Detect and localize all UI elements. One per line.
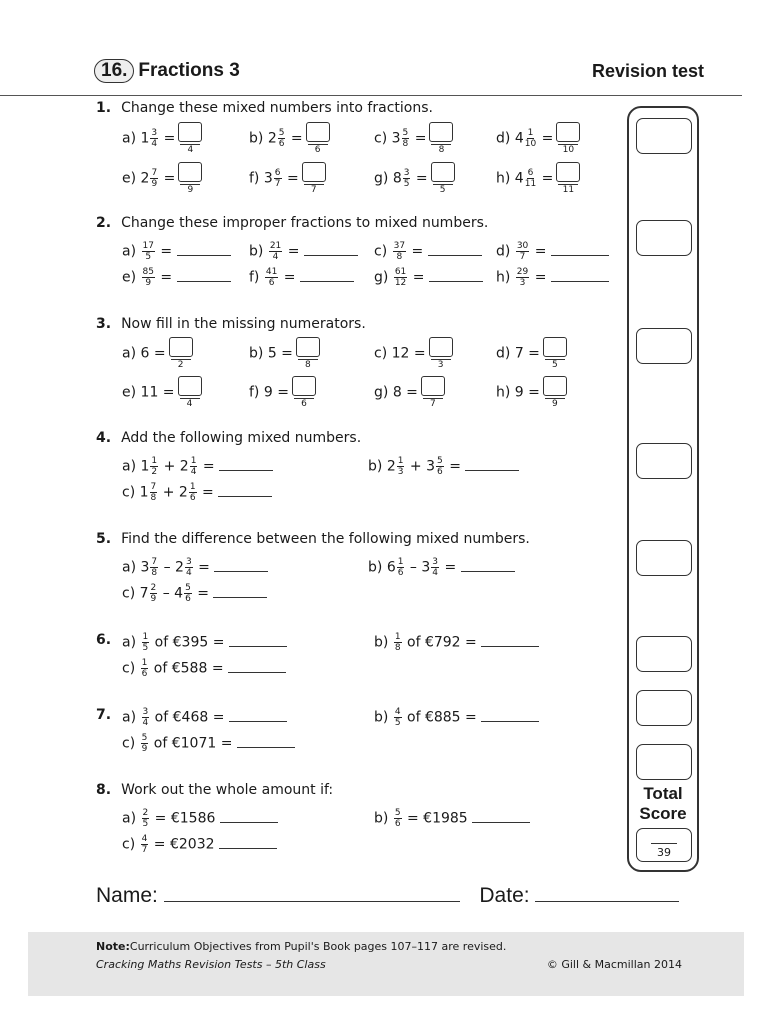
question-item: f) $\frac{41}{6}$ =	[249, 267, 354, 288]
item-label: a)	[122, 345, 141, 362]
denominator: 3	[519, 278, 526, 288]
numerator: 5	[141, 733, 148, 743]
question-item: a) $\frac{2}{5}$ = €1586	[122, 808, 278, 829]
denominator: 2	[151, 467, 158, 477]
question-item: e) 2 $\frac{7}{9}$ = 9	[122, 162, 202, 195]
denominator: 8	[394, 643, 401, 653]
item-label: b)	[368, 559, 387, 576]
answer-square[interactable]	[543, 337, 567, 357]
fraction	[393, 241, 406, 262]
fraction	[394, 632, 402, 653]
numerator: 5	[394, 808, 401, 818]
item-label: b)	[249, 345, 268, 362]
answer-denominator: 9	[545, 398, 565, 409]
answer-line[interactable]	[237, 736, 295, 748]
question-8-heading: 8. Work out the whole amount if:	[96, 782, 334, 798]
fraction	[150, 456, 158, 477]
fraction	[150, 128, 158, 149]
item-label: e)	[122, 170, 141, 187]
score-box-3[interactable]	[636, 328, 692, 364]
answer-denominator: 5	[545, 359, 565, 370]
denominator: 8	[396, 252, 403, 262]
denominator: 7	[141, 845, 148, 855]
topic-number: 16.	[94, 59, 134, 83]
question-1-heading: 1. Change these mixed numbers into fractions.	[96, 100, 433, 116]
fraction	[142, 707, 150, 728]
fraction	[142, 267, 155, 288]
numerator: 1	[527, 128, 534, 138]
question-item: b) 5 = 8	[249, 337, 320, 370]
numerator: 1	[189, 482, 196, 492]
question-item: b) $\frac{21}{4}$ =	[249, 241, 358, 262]
question-item: h) $\frac{29}{3}$ =	[496, 267, 609, 288]
fraction	[516, 241, 529, 262]
denominator: 9	[141, 744, 148, 754]
date-field[interactable]	[535, 880, 679, 902]
question-item: b) 2 $\frac{1}{3}$ + 3 $\frac{5}{6}$ =	[368, 456, 519, 477]
question-3-heading: 3. Now fill in the missing numerators.	[96, 316, 366, 332]
fraction	[274, 168, 282, 189]
item-label: g)	[374, 384, 393, 401]
answer-box[interactable]	[556, 162, 580, 195]
denominator: 9	[145, 278, 152, 288]
question-4-heading: 4. Add the following mixed numbers.	[96, 430, 362, 446]
numerator: 3	[151, 128, 158, 138]
question-item: f) 3 $\frac{6}{7}$ = 7	[249, 162, 326, 195]
answer-line[interactable]	[304, 244, 358, 256]
denominator: 12	[394, 278, 407, 288]
item-label: c)	[122, 836, 140, 853]
answer-line[interactable]	[219, 459, 273, 471]
fraction	[525, 168, 536, 189]
answer-square[interactable]	[178, 376, 202, 396]
numerator: 4	[394, 707, 401, 717]
fraction	[436, 456, 444, 477]
item-label: c)	[122, 484, 140, 501]
denominator: 10	[524, 139, 537, 149]
answer-line[interactable]	[228, 661, 286, 673]
answer-square[interactable]	[292, 376, 316, 396]
fraction	[397, 456, 405, 477]
footer-note: Note:Curriculum Objectives from Pupil's Book pages 107–117 are revised.	[96, 940, 507, 953]
item-label: b)	[249, 130, 268, 147]
item-label: b)	[374, 810, 393, 827]
question-item: a) $\frac{17}{5}$ =	[122, 241, 231, 262]
answer-line[interactable]	[429, 270, 483, 282]
item-label: a)	[122, 634, 141, 651]
answer-denominator: 5	[433, 184, 453, 195]
answer-square[interactable]	[178, 162, 202, 182]
item-label: b)	[368, 458, 387, 475]
question-item: d) 7 = 5	[496, 337, 567, 370]
footer-copyright: © Gill & Macmillan 2014	[546, 958, 682, 971]
fraction	[150, 168, 158, 189]
numerator: 21	[269, 241, 282, 251]
revision-test-label: Revision test	[591, 61, 704, 81]
fraction	[150, 482, 158, 503]
numerator: 1	[190, 456, 197, 466]
numerator: 3	[185, 557, 192, 567]
item-label: b)	[249, 243, 268, 260]
denominator: 4	[190, 467, 197, 477]
answer-line[interactable]	[481, 710, 539, 722]
question-item: c) 12 = 3	[374, 337, 453, 370]
item-label: d)	[496, 243, 515, 260]
item-label: c)	[374, 130, 392, 147]
numerator: 3	[432, 557, 439, 567]
answer-square[interactable]	[431, 162, 455, 182]
question-item: g) $\frac{61}{12}$ =	[374, 267, 483, 288]
question-item: h) 9 = 9	[496, 376, 567, 409]
answer-square[interactable]	[556, 122, 580, 142]
question-item: e) 11 = 4	[122, 376, 202, 409]
answer-line[interactable]	[472, 811, 530, 823]
answer-line[interactable]	[481, 635, 539, 647]
item-label: a)	[122, 559, 141, 576]
fraction	[431, 557, 439, 578]
numerator: 1	[397, 557, 404, 567]
answer-box[interactable]	[169, 337, 193, 370]
answer-square[interactable]	[306, 122, 330, 142]
question-item: c) $\frac{37}{8}$ =	[374, 241, 482, 262]
name-field[interactable]	[164, 880, 460, 902]
question-item: a) 6 = 2	[122, 337, 193, 370]
answer-box[interactable]	[292, 376, 316, 409]
answer-box[interactable]	[178, 122, 202, 155]
answer-line[interactable]	[300, 270, 354, 282]
fraction	[185, 557, 193, 578]
denominator: 8	[402, 139, 409, 149]
answer-line[interactable]	[229, 635, 287, 647]
denominator: 7	[519, 252, 526, 262]
fraction	[397, 557, 405, 578]
numerator: 17	[142, 241, 154, 251]
denominator: 9	[151, 179, 158, 189]
name-date-row	[96, 880, 679, 908]
answer-square[interactable]	[556, 162, 580, 182]
answer-square[interactable]	[543, 376, 567, 396]
denominator: 4	[142, 718, 149, 728]
denominator: 6	[437, 467, 443, 477]
denominator: 6	[397, 568, 404, 578]
answer-square[interactable]	[302, 162, 326, 182]
fraction	[394, 707, 402, 728]
score-box-2[interactable]	[636, 220, 692, 256]
fraction	[141, 834, 149, 855]
answer-line[interactable]	[218, 485, 272, 497]
numerator: 4	[141, 834, 148, 844]
numerator: 5	[402, 128, 409, 138]
question-item: d) 4 $\frac{1}{10}$ = 10	[496, 122, 580, 155]
denominator: 8	[150, 493, 157, 503]
answer-denominator: 11	[558, 184, 578, 195]
footer-series: Cracking Maths Revision Tests – 5th Class	[96, 958, 326, 971]
answer-line[interactable]	[551, 270, 609, 282]
numerator: 1	[394, 632, 401, 642]
numerator: 1	[397, 456, 404, 466]
question-item: c) 3 $\frac{5}{8}$ = 8	[374, 122, 453, 155]
fraction	[516, 267, 529, 288]
fraction	[394, 267, 407, 288]
question-item: g) 8 $\frac{3}{5}$ = 5	[374, 162, 455, 195]
question-item: c) $\frac{4}{7}$ = €2032	[122, 834, 277, 855]
date-label: Date:	[479, 884, 530, 907]
fraction	[184, 583, 192, 604]
item-label: h)	[496, 269, 515, 286]
numerator: 61	[394, 267, 407, 277]
score-box-8[interactable]	[636, 744, 692, 780]
answer-box[interactable]	[421, 376, 445, 409]
answer-line[interactable]	[177, 244, 231, 256]
topic-title	[94, 59, 240, 83]
score-box-7[interactable]	[636, 690, 692, 726]
fraction	[403, 168, 411, 189]
fraction	[150, 557, 158, 578]
answer-denominator: 4	[180, 398, 200, 409]
fraction	[141, 733, 149, 754]
question-item: c) 7 $\frac{2}{9}$ – 4 $\frac{5}{6}$ =	[122, 583, 267, 604]
numerator: 85	[142, 267, 154, 277]
fraction	[142, 241, 155, 262]
numerator: 7	[150, 482, 157, 492]
question-7-heading: 7.	[96, 707, 112, 723]
numerator: 7	[151, 557, 158, 567]
answer-line[interactable]	[551, 244, 609, 256]
item-label: d)	[496, 345, 515, 362]
item-label: a)	[122, 810, 141, 827]
answer-denominator: 7	[304, 184, 324, 195]
answer-line[interactable]	[214, 560, 268, 572]
answer-square[interactable]	[421, 376, 445, 396]
question-6-heading: 6.	[96, 632, 112, 648]
denominator: 6	[278, 139, 285, 149]
item-label: c)	[122, 585, 140, 602]
question-item: b) $\frac{5}{6}$ = €1985	[374, 808, 530, 829]
denominator: 4	[272, 252, 279, 262]
score-box-4[interactable]	[636, 443, 692, 479]
item-label: a)	[122, 458, 141, 475]
item-label: f)	[249, 269, 264, 286]
answer-square[interactable]	[429, 337, 453, 357]
item-label: e)	[122, 384, 141, 401]
item-label: c)	[122, 735, 140, 752]
answer-square[interactable]	[169, 337, 193, 357]
question-item: e) $\frac{85}{9}$ =	[122, 267, 231, 288]
answer-line[interactable]	[213, 586, 267, 598]
page-header	[0, 52, 742, 96]
fraction	[402, 128, 410, 149]
item-label: h)	[496, 170, 515, 187]
answer-denominator: 4	[180, 144, 200, 155]
denominator: 4	[185, 568, 192, 578]
item-label: a)	[122, 130, 141, 147]
denominator: 5	[403, 179, 410, 189]
answer-line[interactable]	[465, 459, 519, 471]
answer-line[interactable]	[229, 710, 287, 722]
answer-denominator: 6	[294, 398, 314, 409]
denominator: 6	[189, 493, 196, 503]
numerator: 1	[151, 456, 158, 466]
answer-denominator: 8	[298, 359, 318, 370]
fraction	[525, 128, 536, 149]
question-item: f) 9 = 6	[249, 376, 316, 409]
denominator: 7	[274, 179, 281, 189]
numerator: 29	[516, 267, 529, 277]
answer-denominator: 2	[171, 359, 191, 370]
numerator: 7	[151, 168, 158, 178]
numerator: 5	[278, 128, 285, 138]
item-label: g)	[374, 269, 393, 286]
item-label: b)	[374, 634, 393, 651]
max-score: 39	[657, 846, 671, 859]
item-label: c)	[374, 345, 392, 362]
answer-square[interactable]	[296, 337, 320, 357]
item-label: f)	[249, 384, 264, 401]
answer-box[interactable]	[431, 162, 455, 195]
score-box-6[interactable]	[636, 636, 692, 672]
numerator: 5	[437, 456, 443, 466]
item-label: a)	[122, 243, 141, 260]
item-label: d)	[496, 130, 515, 147]
name-label: Name:	[96, 884, 158, 907]
answer-box[interactable]	[178, 376, 202, 409]
denominator: 5	[142, 643, 149, 653]
question-item: a) 1 $\frac{1}{2}$ + 2 $\frac{1}{4}$ =	[122, 456, 273, 477]
numerator: 6	[527, 168, 534, 178]
denominator: 3	[397, 467, 404, 477]
answer-box[interactable]	[543, 376, 567, 409]
question-item: h) 4 $\frac{6}{11}$ = 11	[496, 162, 580, 195]
item-label: b)	[374, 709, 393, 726]
item-label: c)	[122, 660, 140, 677]
answer-denominator: 6	[308, 144, 328, 155]
total-label: Total	[643, 784, 683, 803]
item-label: a)	[122, 709, 141, 726]
answer-box[interactable]	[178, 162, 202, 195]
numerator: 2	[150, 583, 157, 593]
fraction	[189, 482, 197, 503]
answer-line[interactable]	[428, 244, 482, 256]
answer-box[interactable]	[429, 337, 453, 370]
answer-denominator: 7	[423, 398, 443, 409]
fraction	[269, 241, 282, 262]
numerator: 1	[142, 632, 149, 642]
score-box-5[interactable]	[636, 540, 692, 576]
question-item: b) $\frac{4}{5}$ of €885 =	[374, 707, 539, 728]
question-item: d) $\frac{30}{7}$ =	[496, 241, 609, 262]
numerator: 2	[142, 808, 149, 818]
question-item: b) 6 $\frac{1}{6}$ – 3 $\frac{3}{4}$ =	[368, 557, 515, 578]
numerator: 1	[141, 658, 148, 668]
item-label: c)	[374, 243, 392, 260]
answer-box[interactable]	[306, 122, 330, 155]
denominator: 11	[524, 179, 537, 189]
fraction	[190, 456, 198, 477]
denominator: 6	[268, 278, 275, 288]
answer-line[interactable]	[220, 811, 278, 823]
total-score-box[interactable]	[636, 828, 692, 862]
question-2-heading: 2. Change these improper fractions to mixed numbers.	[96, 215, 489, 231]
denominator: 6	[141, 669, 148, 679]
fraction	[141, 658, 149, 679]
answer-box[interactable]	[556, 122, 580, 155]
answer-denominator: 8	[431, 144, 451, 155]
denominator: 5	[394, 718, 401, 728]
question-item: g) 8 = 7	[374, 376, 445, 409]
denominator: 4	[151, 139, 158, 149]
question-item: c) 1 $\frac{7}{8}$ + 2 $\frac{1}{6}$ =	[122, 482, 272, 503]
fraction	[394, 808, 402, 829]
answer-box[interactable]	[429, 122, 453, 155]
numerator: 5	[185, 583, 191, 593]
question-item: c) $\frac{5}{9}$ of €1071 =	[122, 733, 295, 754]
denominator: 6	[185, 594, 191, 604]
question-item: a) 1 $\frac{3}{4}$ = 4	[122, 122, 202, 155]
answer-box[interactable]	[296, 337, 320, 370]
answer-denominator: 3	[431, 359, 451, 370]
denominator: 6	[394, 819, 401, 829]
denominator: 5	[142, 819, 149, 829]
item-label: e)	[122, 269, 141, 286]
denominator: 9	[150, 594, 157, 604]
numerator: 6	[274, 168, 281, 178]
score-label: Score	[639, 804, 687, 823]
item-label: g)	[374, 170, 393, 187]
answer-denominator: 9	[180, 184, 200, 195]
answer-line[interactable]	[461, 560, 515, 572]
answer-line[interactable]	[177, 270, 231, 282]
score-box-1[interactable]	[636, 118, 692, 154]
numerator: 41	[265, 267, 278, 277]
answer-box[interactable]	[302, 162, 326, 195]
answer-box[interactable]	[543, 337, 567, 370]
numerator: 37	[393, 241, 406, 251]
numerator: 3	[142, 707, 149, 717]
question-item: b) 2 $\frac{5}{6}$ = 6	[249, 122, 330, 155]
question-5-heading: 5. Find the difference between the following mixed numbers.	[96, 531, 530, 547]
topic-name: Fractions 3	[138, 60, 240, 81]
answer-denominator: 10	[558, 144, 578, 155]
question-item: c) $\frac{1}{6}$ of €588 =	[122, 658, 286, 679]
fraction	[142, 808, 150, 829]
question-item: a) $\frac{3}{4}$ of €468 =	[122, 707, 287, 728]
question-item: a) 3 $\frac{7}{8}$ – 2 $\frac{3}{4}$ =	[122, 557, 268, 578]
numerator: 3	[403, 168, 410, 178]
fraction	[150, 583, 158, 604]
score-column	[627, 106, 699, 872]
answer-square[interactable]	[429, 122, 453, 142]
fraction	[142, 632, 150, 653]
answer-square[interactable]	[178, 122, 202, 142]
question-item: b) $\frac{1}{8}$ of €792 =	[374, 632, 539, 653]
question-item: a) $\frac{1}{5}$ of €395 =	[122, 632, 287, 653]
item-label: h)	[496, 384, 515, 401]
answer-line[interactable]	[219, 837, 277, 849]
denominator: 8	[151, 568, 158, 578]
numerator: 30	[516, 241, 529, 251]
denominator: 5	[145, 252, 152, 262]
page-footer	[28, 932, 744, 996]
denominator: 4	[432, 568, 439, 578]
fraction	[265, 267, 278, 288]
fraction	[278, 128, 286, 149]
item-label: f)	[249, 170, 264, 187]
